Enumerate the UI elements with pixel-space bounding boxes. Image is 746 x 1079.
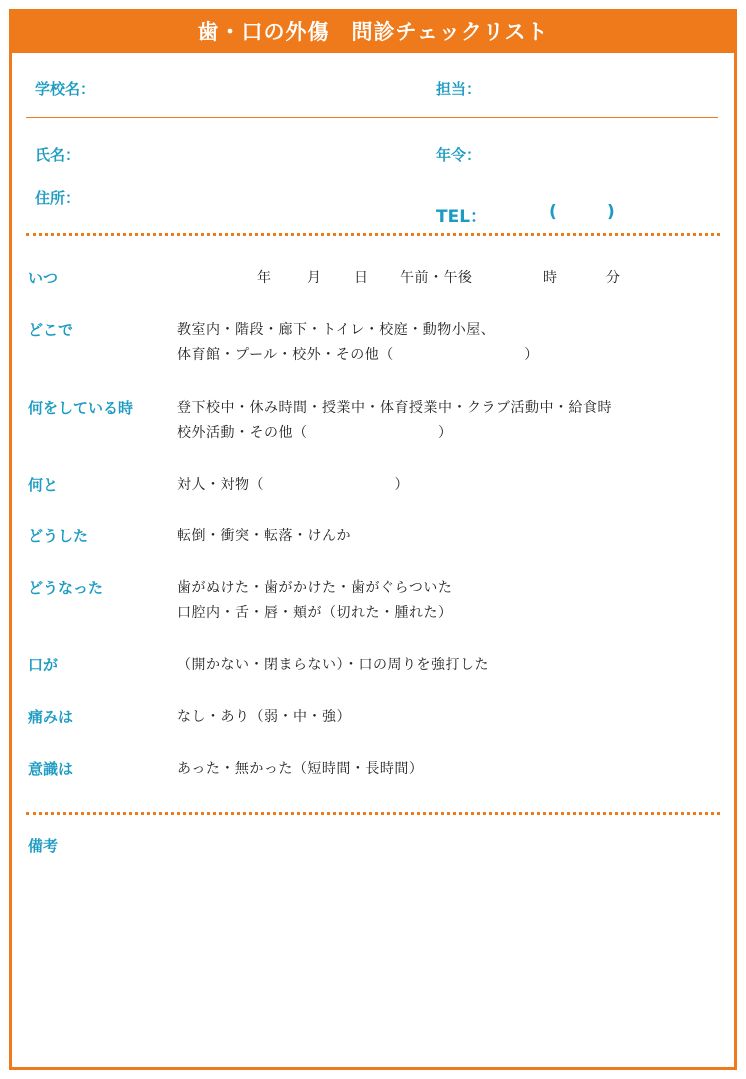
when-ampm: 午前・午後 bbox=[400, 270, 473, 286]
when-day: 日 bbox=[354, 270, 369, 286]
with-what-line1: 対人・対物（ ） bbox=[177, 477, 409, 493]
age-label: 年令： bbox=[436, 146, 482, 164]
result-line2: 口腔内・舌・唇・頬が（切れた・腫れた） bbox=[177, 605, 453, 621]
doing-line1: 登下校中・休み時間・授業中・体育授業中・クラブ活動中・給食時 bbox=[177, 400, 612, 416]
with-what-label: 何と bbox=[28, 476, 59, 494]
header-divider bbox=[26, 117, 718, 118]
how-line1: 転倒・衝突・転落・けんか bbox=[177, 528, 351, 544]
when-minute: 分 bbox=[606, 270, 621, 286]
form-frame bbox=[9, 9, 737, 1070]
name-label: 氏名： bbox=[35, 146, 81, 164]
dotted-divider-bottom bbox=[26, 812, 720, 815]
doing-line2: 校外活動・その他（ ） bbox=[177, 425, 453, 441]
how-label: どうした bbox=[28, 527, 89, 545]
address-label: 住所： bbox=[35, 189, 81, 207]
when-label: いつ bbox=[28, 269, 59, 287]
when-hour: 時 bbox=[543, 270, 558, 286]
where-line2: 体育館・プール・校外・その他（ ） bbox=[177, 347, 539, 363]
mouth-line1: （開かない・閉まらない）・口の周りを強打した bbox=[177, 657, 489, 673]
mouth-label: 口が bbox=[28, 656, 59, 674]
result-label: どうなった bbox=[28, 579, 104, 597]
consciousness-label: 意識は bbox=[28, 760, 74, 778]
pain-line1: なし・あり（弱・中・強） bbox=[177, 709, 351, 725]
where-label: どこで bbox=[28, 321, 74, 339]
tel-paren-close: ) bbox=[607, 202, 615, 222]
pain-label: 痛みは bbox=[28, 708, 74, 726]
doing-label: 何をしている時 bbox=[28, 399, 134, 417]
school-label: 学校名： bbox=[35, 80, 96, 98]
notes-label: 備考 bbox=[28, 837, 59, 855]
staff-label: 担当： bbox=[436, 80, 482, 98]
when-month: 月 bbox=[307, 270, 322, 286]
tel-paren-open: ( bbox=[549, 202, 557, 222]
tel-label: TEL： bbox=[436, 207, 488, 227]
page-title: 歯・口の外傷 問診チェックリスト bbox=[9, 9, 737, 53]
dotted-divider-top bbox=[26, 233, 720, 236]
when-year: 年 bbox=[257, 270, 272, 286]
where-line1: 教室内・階段・廊下・トイレ・校庭・動物小屋、 bbox=[177, 322, 496, 338]
result-line1: 歯がぬけた・歯がかけた・歯がぐらついた bbox=[177, 580, 453, 596]
consciousness-line1: あった・無かった（短時間・長時間） bbox=[177, 761, 424, 777]
